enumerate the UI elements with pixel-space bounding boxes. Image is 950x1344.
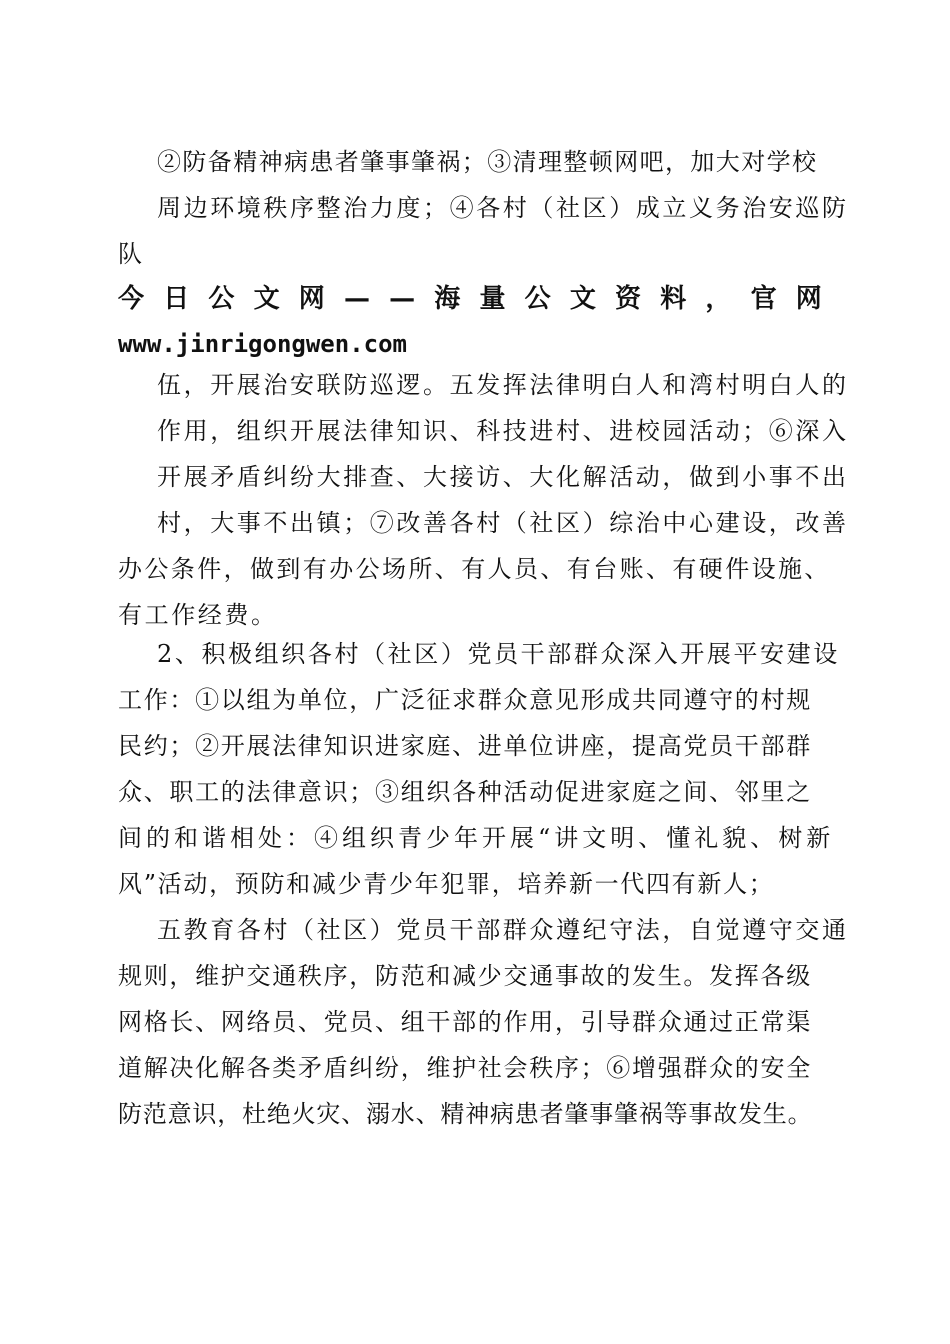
paragraph-line: 众、职工的法律意识；③组织各种活动促进家庭之间、邻里之 [118,778,812,806]
banner-char: 文 [569,284,596,314]
banner-char: 网 [795,284,822,314]
paragraph-line: 网格长、网络员、党员、组干部的作用，引导群众通过正常渠 [118,1008,812,1036]
paragraph-line: 间的和谐相处：④组织青少年开展“讲文明、懂礼貌、树新 [118,824,835,852]
paragraph-line: 伍，开展治安联防巡逻。五发挥法律明白人和湾村明白人的 [157,371,849,399]
banner-char: 海 [434,284,461,314]
paragraph-line: 村，大事不出镇；⑦改善各村（社区）综治中心建设，改善 [157,509,849,537]
paragraph-line: 队 [118,240,142,268]
banner-char: 公 [524,284,551,314]
paragraph-line: 有工作经费。 [118,601,278,629]
banner-char: 今 [118,284,145,314]
banner-char: — [389,284,416,314]
site-url: www.jinrigongwen.com [118,330,407,358]
banner-char: 量 [479,284,506,314]
banner-char: 公 [208,284,235,314]
paragraph-line: 周边环境秩序整治力度；④各村（社区）成立义务治安巡防 [157,194,849,222]
paragraph-line: 民约；②开展法律知识进家庭、进单位讲座，提高党员干部群 [118,732,812,760]
paragraph-line: 2、积极组织各村（社区）党员干部群众深入开展平安建设 [157,640,840,668]
banner-char: 官 [750,284,777,314]
banner-char: — [343,284,370,314]
banner-char: 日 [163,284,190,314]
banner-char: 料 [660,284,687,314]
paragraph-line: 风”活动，预防和减少青少年犯罪，培养新一代四有新人； [118,870,775,898]
paragraph-line: 防范意识，杜绝火灾、溺水、精神病患者肇事肇祸等事故发生。 [118,1100,813,1128]
paragraph-line: 开展矛盾纠纷大排查、大接访、大化解活动，做到小事不出 [157,463,849,491]
banner-char: ， [705,284,732,314]
site-banner [118,277,822,321]
banner-char: 网 [298,284,325,314]
paragraph-line: 五教育各村（社区）党员干部群众遵纪守法，自觉遵守交通 [157,916,849,944]
banner-char: 文 [253,284,280,314]
paragraph-line: 道解决化解各类矛盾纠纷，维护社会秩序；⑥增强群众的安全 [118,1054,812,1082]
paragraph-line: 作用，组织开展法律知识、科技进村、进校园活动；⑥深入 [157,417,849,445]
paragraph-line: 规则，维护交通秩序，防范和减少交通事故的发生。发挥各级 [118,962,812,990]
paragraph-line: 工作：①以组为单位，广泛征求群众意见形成共同遵守的村规 [118,686,812,714]
paragraph-line: 办公条件，做到有办公场所、有人员、有台账、有硬件设施、 [118,555,831,583]
paragraph-line: ②防备精神病患者肇事肇祸；③清理整顿网吧，加大对学校 [157,148,818,176]
banner-char: 资 [615,284,642,314]
